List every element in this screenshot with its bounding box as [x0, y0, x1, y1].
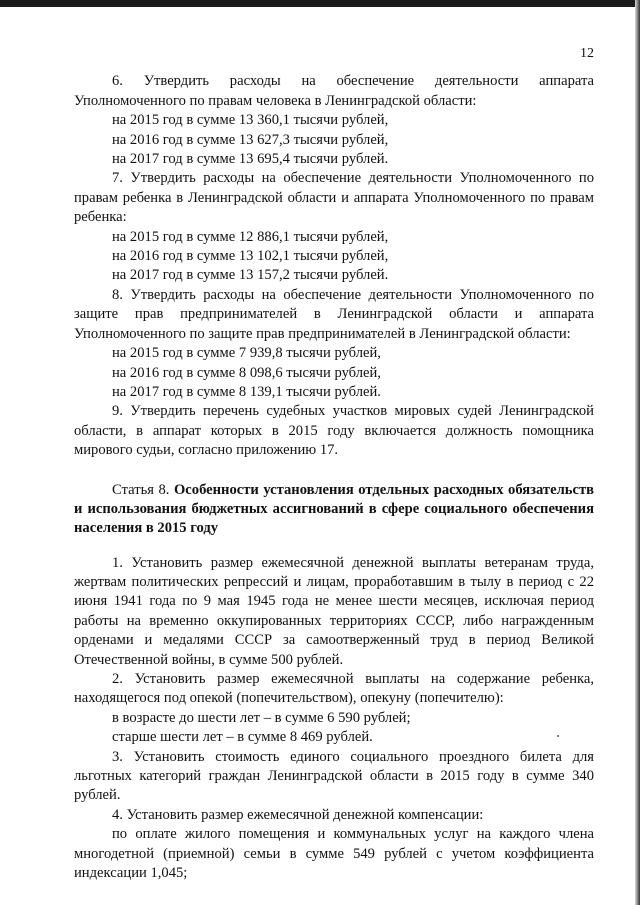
scan-speck — [557, 735, 559, 737]
list-item: на 2017 год в сумме 8 139,1 тысячи рублей. — [112, 383, 381, 400]
paragraph: 6. Утвердить расходы на обеспечение деятельности аппарата Уполномоченного по правам человека в Ленинградской области: — [74, 73, 594, 109]
list-item: на 2015 год в сумме 12 886,1 тысячи рублей, — [112, 228, 389, 245]
paragraph: 2. Установить размер ежемесячной выплаты на содержание ребенка, находящегося под опекой (попечительством), опекуну (попечителю): — [74, 670, 594, 707]
document-page — [74, 44, 594, 883]
list-item: на 2015 год в сумме 13 360,1 тысячи рублей, — [112, 112, 389, 129]
page-number: 12 — [580, 46, 594, 61]
body-section-2 — [74, 554, 594, 884]
list-item: на 2016 год в сумме 13 627,3 тысячи рублей, — [112, 131, 389, 148]
article-prefix: Статья 8. — [112, 481, 174, 498]
paragraph: 9. Утвердить перечень судебных участков мировых судей Ленинградской области, в аппарат которых в 2015 году включается должность помощника мирового судьи, согласно приложению 17. — [74, 403, 594, 459]
paragraph: 4. Установить размер ежемесячной денежной компенсации: — [112, 806, 484, 823]
list-item: на 2016 год в сумме 8 098,6 тысячи рублей, — [112, 364, 381, 381]
paragraph: 1. Установить размер ежемесячной денежной выплаты ветеранам труда, жертвам политических репрессий и лицам, проработавшим в тылу в период с 22 июня 1941 года по 9 мая 1945 года не менее шести месяцев, исключая период работы на временно оккупированных территориях СССР, либо награжденным орденами и медалями СССР за самоотверженный труд в период Великой Отечественной войны, в сумме 500 рублей. — [74, 554, 594, 668]
paragraph: по оплате жилого помещения и коммунальных услуг на каждого члена многодетной (приемной) семьи в сумме 549 рублей с учетом коэффициента индексации 1,045; — [74, 826, 594, 882]
scan-edge-right — [635, 0, 640, 905]
paragraph: 3. Установить стоимость единого социального проездного билета для льготных категорий граждан Ленинградской области в 2015 году в сумме 340 рублей. — [74, 748, 594, 804]
list-item: на 2016 год в сумме 13 102,1 тысячи рублей, — [112, 248, 389, 265]
list-item: на 2017 год в сумме 13 695,4 тысячи рублей. — [112, 151, 389, 168]
body-section-1 — [74, 72, 594, 460]
list-item: на 2017 год в сумме 13 157,2 тысячи рублей. — [112, 267, 389, 284]
paragraph: 8. Утвердить расходы на обеспечение деятельности Уполномоченного по защите прав предпринимателей в Ленинградской области и аппарата Уполномоченного по защите прав предпринимателей в Ленинградской области: — [74, 286, 594, 342]
list-item: старше шести лет – в сумме 8 469 рублей. — [112, 729, 373, 746]
list-item: на 2015 год в сумме 7 939,8 тысячи рублей, — [112, 345, 381, 362]
article-title: Особенности установления отдельных расходных обязательств и использования бюджетных ассигнований в сфере социального обеспечения населения в 2015 году — [74, 481, 595, 536]
article-heading — [74, 481, 594, 538]
scan-edge-top — [0, 0, 640, 7]
paragraph: 7. Утвердить расходы на обеспечение деятельности Уполномоченного по правам ребенка в Ленинградской области и аппарата Уполномоченного по правам ребенка: — [74, 170, 594, 226]
list-item: в возрасте до шести лет – в сумме 6 590 рублей; — [112, 709, 411, 726]
